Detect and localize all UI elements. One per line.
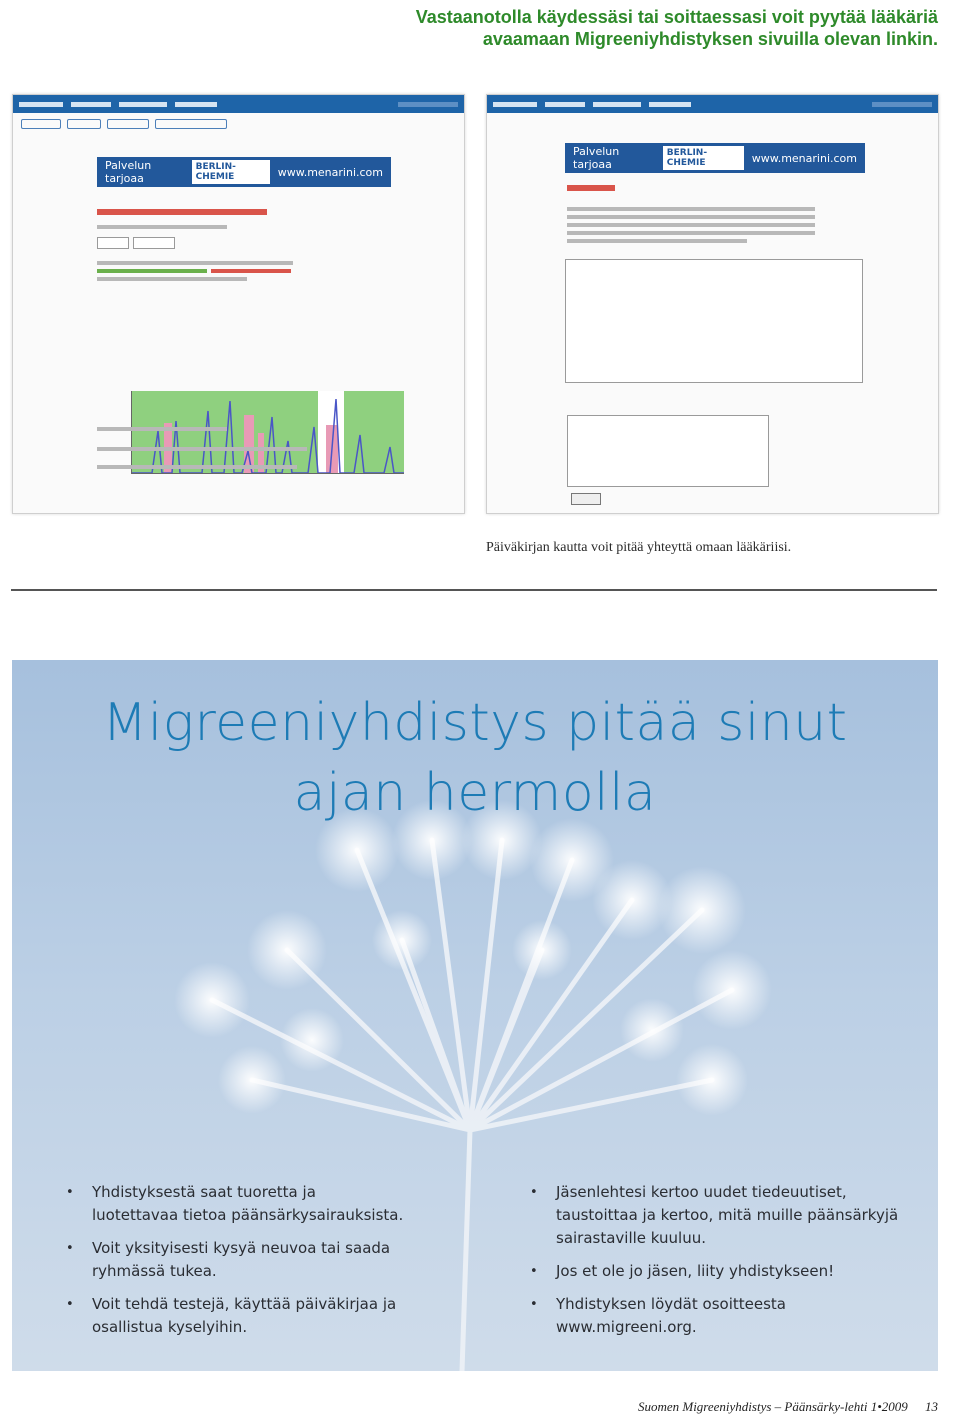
section-divider xyxy=(11,589,937,591)
banner-url: www.menarini.com xyxy=(277,165,383,179)
chart-line xyxy=(132,391,404,473)
sponsor-banner-right xyxy=(565,143,865,173)
poster-title xyxy=(12,688,938,828)
diary-chart-screenshot xyxy=(12,94,465,514)
message-thread xyxy=(565,259,863,383)
intro-text xyxy=(338,6,938,50)
bullet-item: • Jäsenlehtesi kertoo uudet tiedeuutiset, taustoittaa ja kertoo, mitä muille päänsärkyjä sairastaville kuuluu. xyxy=(530,1181,900,1250)
banner-text: Palvelun tarjoaa xyxy=(105,159,152,185)
banner-text-right: Palvelun tarjoaa xyxy=(573,145,620,171)
screenshot-sub-nav xyxy=(13,113,464,133)
intro-line-1: Vastaanotolla käydessäsi tai soittaessasi voit pyytää lääkäriä xyxy=(415,7,938,27)
poster-title-line-2: ajan hermolla xyxy=(293,763,657,823)
page-footer xyxy=(638,1399,938,1415)
diary-chart-thumbnail xyxy=(131,391,404,474)
bullet-item: • Yhdistyksen löydät osoitteesta www.migreeni.org. xyxy=(530,1293,900,1339)
doctor-message-screenshot xyxy=(486,94,939,514)
screenshot-nav-bar-right xyxy=(487,95,938,113)
publication-name: Suomen Migreeniyhdistys – Päänsärky-lehti 1•2009 xyxy=(637,1399,908,1414)
screenshot-caption: Päiväkirjan kautta voit pitää yhteyttä omaan lääkäriisi. xyxy=(486,540,792,555)
sponsor-logo: BERLIN-CHEMIE xyxy=(192,160,270,184)
poster-bullets-left xyxy=(66,1181,406,1349)
screenshot-nav-bar xyxy=(13,95,464,113)
reply-textarea xyxy=(567,415,769,487)
sponsor-banner xyxy=(97,157,391,187)
bullet-item: • Yhdistyksestä saat tuoretta ja luotettavaa tietoa päänsärkysairauksista. xyxy=(66,1181,406,1227)
bullet-item: • Voit yksityisesti kysyä neuvoa tai saada ryhmässä tukea. xyxy=(66,1237,406,1283)
migreeniyhdistys-poster xyxy=(12,660,938,1371)
poster-bullets-right xyxy=(530,1181,900,1349)
bullet-item: • Jos et ole jo jäsen, liity yhdistykseen! xyxy=(530,1260,900,1283)
poster-title-line-1: Migreeniyhdistys pitää sinut xyxy=(102,693,848,753)
banner-url-right: www.menarini.com xyxy=(751,151,857,165)
bullet-item: • Voit tehdä testejä, käyttää päiväkirjaa ja osallistua kyselyihin. xyxy=(66,1293,406,1339)
sponsor-logo-right: BERLIN-CHEMIE xyxy=(663,146,744,170)
page-number: 13 xyxy=(925,1399,938,1414)
intro-line-2: avaamaan Migreeniyhdistyksen sivuilla olevan linkin. xyxy=(482,29,938,49)
